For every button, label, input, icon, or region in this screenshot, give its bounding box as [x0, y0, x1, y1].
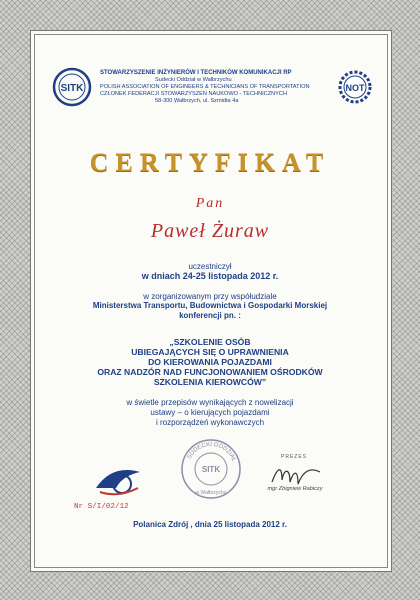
course-line: DO KIEROWANIA POJAZDAMI	[148, 357, 272, 367]
organized-text: w zorganizowanym przy współudziale	[143, 291, 277, 301]
course-line: SZKOLENIA KIEROWCÓW”	[153, 377, 267, 387]
course-line: „SZKOLENIE OSÓB	[169, 337, 251, 347]
signature-name: mgr Zbigniew Rabiczy	[267, 486, 323, 492]
course-line: UBIEGAJĄCYCH SIĘ O UPRAWNIENIA	[131, 347, 289, 357]
place-date: Polanica Zdrój , dnia 25 listopada 2012 r.	[133, 520, 287, 529]
dates-text: w dniach 24-25 listopada 2012 r.	[141, 270, 279, 281]
association-name: STOWARZYSZENIE INŻYNIERÓW I TECHNIKÓW KOMUNIKACJI RP	[100, 70, 292, 76]
context-line: w świetle przepisów wynikających z nowelizacji	[126, 398, 294, 407]
stamp-center-text: SITK	[201, 465, 221, 474]
salutation: Pan	[195, 196, 225, 211]
course-line: ORAZ NADZÓR NAD FUNCJONOWANIEM OŚRODKÓW	[97, 367, 323, 377]
ministry-text: Ministerstwa Transportu, Budownictwa i Gospodarki Morskiej	[92, 301, 328, 311]
english-name: POLISH ASSOCIATION OF ENGINEERS & TECHNICIANS OF TRANSPORTATION	[100, 84, 310, 90]
event-emblem-icon	[92, 458, 144, 502]
sitk-logo-text: SITK	[60, 83, 84, 94]
context-block	[40, 398, 380, 427]
certificate-title: CERTYFIKAT	[89, 148, 331, 177]
not-logo-icon	[338, 70, 372, 104]
context-line: ustawy – o kierujących pojazdami	[150, 407, 270, 417]
header-block	[100, 70, 340, 105]
stamp-ring-text: SUDECKI ODDZIAŁ	[186, 441, 237, 463]
conference-text: konferencji pn. :	[179, 311, 241, 321]
branch-name: Sudecki Oddział w Wałbrzychu	[155, 77, 232, 83]
stamp-bottom-text: w Wałbrzychu	[195, 490, 227, 496]
participated-text: uczestniczył	[188, 262, 232, 271]
signature-role: PREZES	[280, 454, 307, 460]
course-title	[40, 337, 380, 387]
sitk-logo-icon	[52, 67, 92, 107]
participation-block	[40, 262, 380, 321]
official-stamp-icon	[180, 438, 242, 500]
context-line: i rozporządzeń wykonawczych	[155, 417, 265, 427]
address: 58-300 Wałbrzych, ul. Szmidta 4a	[155, 98, 239, 104]
not-logo-text: NOT	[345, 83, 365, 93]
federation-member: CZŁONEK FEDERACJI STOWARZYSZEŃ NAUKOWO - TECHNICZNYCH	[100, 91, 287, 97]
recipient-name: Paweł Żuraw	[150, 220, 270, 242]
certificate-number: Nr S/I/02/12	[74, 503, 129, 511]
